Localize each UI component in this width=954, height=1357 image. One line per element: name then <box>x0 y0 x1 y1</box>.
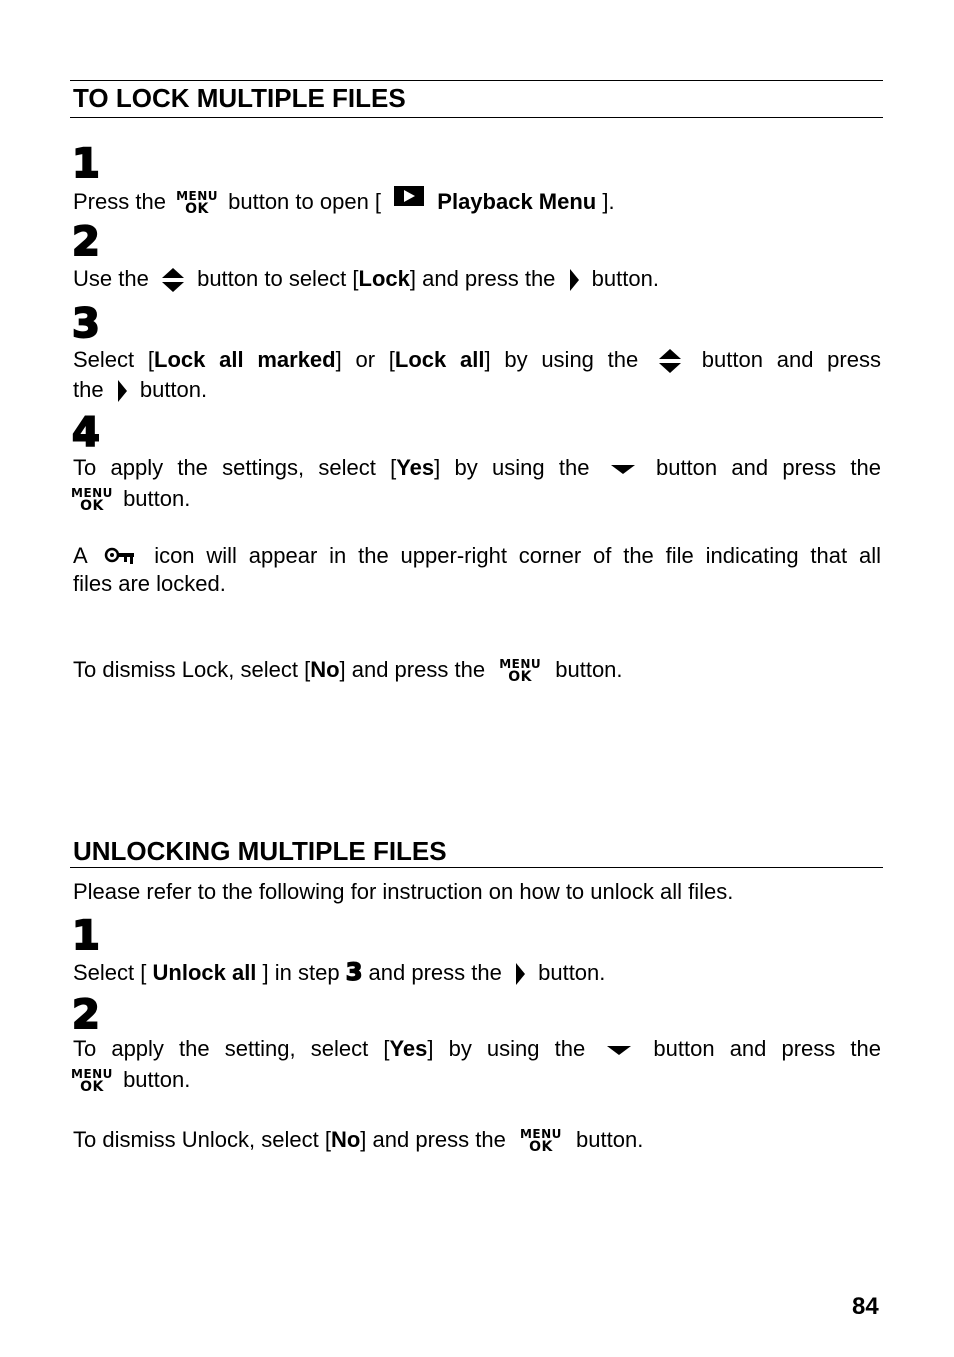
lock-label: Lock <box>358 266 410 291</box>
menu-ok-icon: MENU OK <box>176 189 218 217</box>
step-text: button. <box>123 486 191 511</box>
step-text: To apply the setting, select [ <box>73 1036 390 1061</box>
title-underline-unlock <box>70 867 883 868</box>
no-label: No <box>330 1127 361 1152</box>
step-text: ] by using the <box>427 1036 586 1061</box>
dismiss-text: button. <box>555 657 623 682</box>
yes-label: Yes <box>396 455 435 480</box>
step-3-text-line1 <box>73 346 881 374</box>
dismiss-text: ] and press the <box>339 657 486 682</box>
step-text: button and press <box>701 347 881 372</box>
step-text: ] in step <box>262 960 340 985</box>
step-text: button to select [ <box>197 266 359 291</box>
step-3-text-line2 <box>73 376 207 404</box>
playback-icon <box>393 185 425 207</box>
menu-ok-icon: MENU OK <box>499 657 542 685</box>
step-number-1: 1 <box>72 141 100 187</box>
step-text: button. <box>538 960 606 985</box>
step-4-text-line1 <box>73 454 881 482</box>
step-text: To apply the settings, select [ <box>73 455 397 480</box>
up-down-icon <box>161 267 185 293</box>
menu-ok-icon: MENU OK <box>71 486 113 514</box>
section-title-lock: TO LOCK MULTIPLE FILES <box>73 83 406 113</box>
lock-key-icon <box>104 546 136 568</box>
lock-all-label: Lock all <box>394 347 485 372</box>
up-down-icon <box>658 348 682 374</box>
menu-ok-icon: MENU OK <box>519 1127 562 1155</box>
unlock-step-number-2: 2 <box>72 992 100 1038</box>
dismiss-unlock-text <box>73 1126 643 1154</box>
unlock-step-number-1: 1 <box>72 913 100 959</box>
dismiss-text: To dismiss Unlock, select [ <box>73 1127 331 1152</box>
step-text: and press the <box>368 960 502 985</box>
step-text: Select [ <box>73 347 155 372</box>
dismiss-text: ] and press the <box>360 1127 506 1152</box>
step-text: Use the <box>73 266 149 291</box>
lock-note-line2: files are locked. <box>73 571 226 596</box>
step-text: ] by using the <box>434 455 590 480</box>
menu-ok-icon: MENU OK <box>71 1067 113 1095</box>
step-text: ] by using the <box>484 347 639 372</box>
down-arrow-icon <box>606 1044 632 1056</box>
step-text: button and press the <box>655 455 881 480</box>
page-number: 84 <box>852 1293 879 1320</box>
dismiss-lock-text <box>73 656 623 684</box>
unlock-intro: Please refer to the following for instruction on how to unlock all files. <box>73 879 734 904</box>
step-text: ] or [ <box>335 347 395 372</box>
right-arrow-icon <box>568 268 580 292</box>
step-text: button to open [ <box>228 189 382 214</box>
step-text: button. <box>591 266 659 291</box>
step-text: button. <box>123 1067 191 1092</box>
step-text: Select [ <box>73 960 147 985</box>
yes-label: Yes <box>389 1036 428 1061</box>
unlock-step-2-text-line2 <box>71 1066 190 1094</box>
right-arrow-icon <box>116 379 128 403</box>
step-text: Press the <box>73 189 166 214</box>
unlock-step-2-text-line1 <box>73 1035 881 1063</box>
down-arrow-icon <box>610 463 636 475</box>
step-2-text <box>73 265 659 293</box>
step-number-2: 2 <box>72 219 100 265</box>
step-1-text <box>73 185 615 216</box>
no-label: No <box>310 657 340 682</box>
right-arrow-icon <box>514 962 526 986</box>
step-text: the <box>73 377 104 402</box>
inline-step-number: 3 <box>345 958 363 986</box>
top-rule <box>70 80 883 81</box>
dismiss-text: To dismiss Lock, select [ <box>73 657 311 682</box>
lock-note-line1 <box>73 542 881 570</box>
step-text: ]. <box>602 189 615 214</box>
step-number-3: 3 <box>72 301 100 347</box>
step-number-4: 4 <box>72 410 100 456</box>
unlock-all-label: Unlock all <box>152 960 257 985</box>
lock-all-marked-label: Lock all marked <box>154 347 336 372</box>
note-text: icon will appear in the upper-right corner of the file indicating that all <box>154 543 881 568</box>
step-text: ] and press the <box>409 266 556 291</box>
note-text: A <box>73 543 87 568</box>
step-4-text-line2 <box>71 485 190 513</box>
dismiss-text: button. <box>576 1127 644 1152</box>
unlock-step-1-text <box>73 958 605 987</box>
playback-menu-label: Playback Menu <box>437 189 597 214</box>
title-underline-lock <box>70 117 883 118</box>
step-text: button. <box>139 377 208 402</box>
section-title-unlock: UNLOCKING MULTIPLE FILES <box>73 836 447 866</box>
step-text: button and press the <box>653 1036 881 1061</box>
